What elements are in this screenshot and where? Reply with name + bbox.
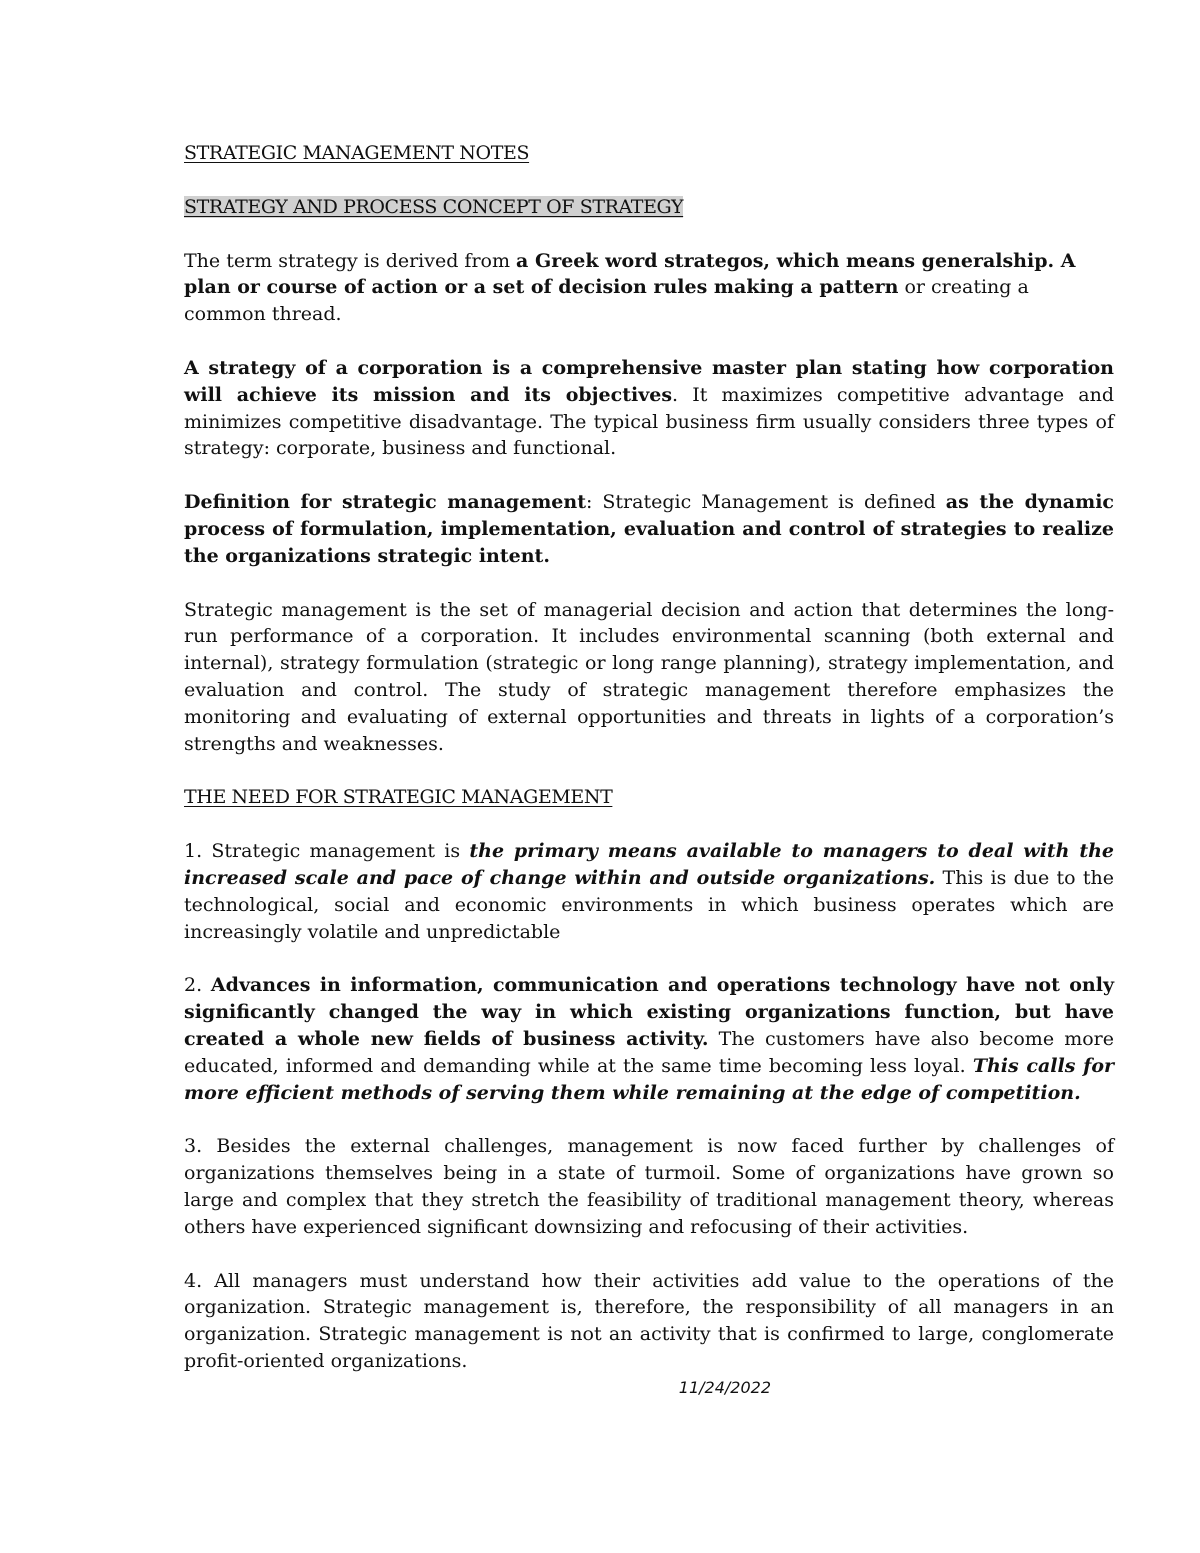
bold-italic-run: the primary means available to managers to deal with the increased scale and pace of change within and outside organizations. — [184, 840, 1115, 889]
text-run: : Strategic Management is defined — [585, 491, 946, 514]
paragraph-corporate-strategy — [184, 355, 1114, 462]
text-run: This is due to the technological, social and economic environments in which business operates which are increasingly volatile and unpredictable — [184, 866, 1114, 943]
document-body — [184, 140, 1114, 1399]
list-item-3: 3. Besides the external challenges, management is now faced further by challenges of organizations themselves being in a state of turmoil. Some of organizations have grown so large and complex that they stretch the feasibility of traditional management theory, whereas others have experienced significant downsizing and refocusing of their activities. — [184, 1135, 1114, 1238]
page-date: 11/24/2022 — [678, 1377, 771, 1397]
bold-run: Advances in information, communication and operations technology have not only significantly changed the way in which existing organizations function, but have created a whole new fields of business activity. — [184, 974, 1114, 1050]
list-item-1 — [184, 838, 1114, 945]
paragraph-definition — [184, 489, 1114, 569]
bold-run: a Greek word strategos, which means generalship. A plan or course of action or a set of decision rules making a pattern — [184, 249, 1076, 299]
list-item-2 — [184, 972, 1114, 1106]
bold-italic-run: This calls for more efficient methods of serving them while remaining at the edge of competition. — [184, 1054, 1114, 1104]
paragraph-strategy-term — [184, 248, 1114, 328]
list-item-4: 4. All managers must understand how their activities add value to the operations of the organization. Strategic management is, therefore, the responsibility of all managers in an organization. Strategic management is not an activity that is confirmed to large, conglomerate profit-oriented organizations. — [184, 1269, 1114, 1372]
text-run: The customers have also become more educated, informed and demanding while at the same time becoming less loyal. — [184, 1027, 1114, 1077]
text-run: or creating a common thread. — [184, 276, 1029, 326]
bold-run: as the dynamic process of formulation, implementation, evaluation and control of strategies to realize the organizations strategic intent. — [184, 491, 1114, 567]
paragraph-strategic-management: Strategic management is the set of managerial decision and action that determines the long-run performance of a corporation. It includes environmental scanning (both external and internal), strategy formulation (strategic or long range planning), strategy implementation, and evaluation and control. The study of strategic management therefore emphasizes the monitoring and evaluating of external opportunities and threats in lights of a corporation’s strengths and weaknesses. — [184, 598, 1114, 755]
text-run: The term strategy is derived from — [184, 249, 517, 272]
text-run: 2. — [184, 974, 211, 997]
need-heading: THE NEED FOR STRATEGIC MANAGEMENT — [184, 786, 613, 809]
text-run: 1. Strategic management is — [184, 840, 470, 863]
bold-run: A strategy of a corporation is a comprehensive master plan stating how corporation will achieve its mission and its objectives — [184, 356, 1114, 406]
section-heading-text: STRATEGY AND PROCESS CONCEPT OF STRATEGY — [184, 195, 684, 218]
document-title: STRATEGIC MANAGEMENT NOTES — [184, 142, 530, 164]
text-run: . It maximizes competitive advantage and minimizes competitive disadvantage. The typical business firm usually considers three types of strategy: corporate, business and functional. — [184, 383, 1114, 460]
section-heading — [184, 194, 1114, 221]
bold-run: Definition for strategic management — [184, 491, 586, 514]
